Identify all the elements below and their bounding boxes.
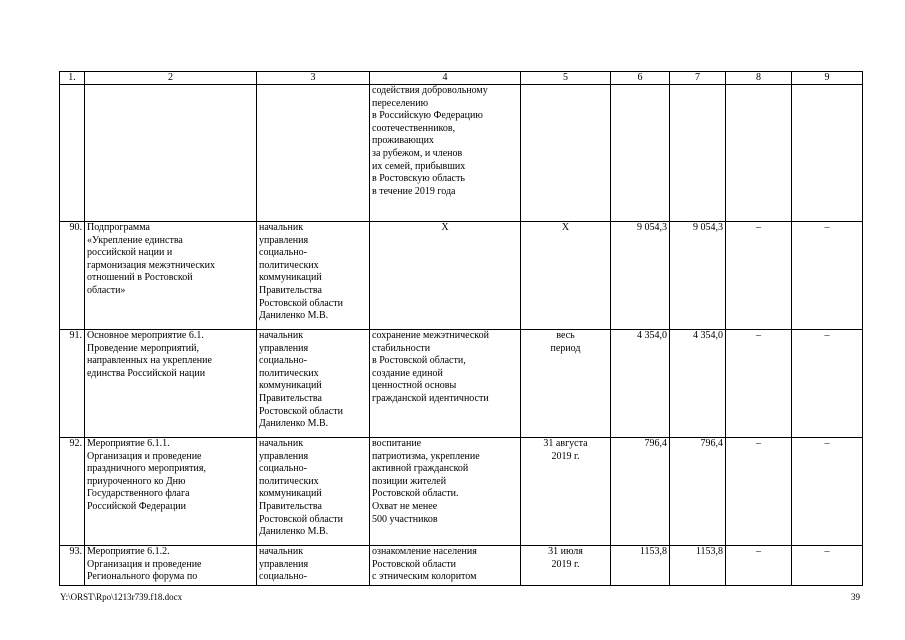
expected-result: воспитание патриотизма, укрепление активной гражданской позиции жителей Ростовской области. Охват не менее 500 участников [370,438,521,546]
value-col-7: 1153,8 [670,546,726,586]
term: весь период [521,330,611,438]
table-row [60,85,863,222]
value-col-8: – [726,438,792,546]
column-header-4: 4 [370,72,521,85]
column-header-6: 6 [611,72,670,85]
value-col-8: – [726,330,792,438]
page-number: 39 [851,592,860,602]
table-row [60,222,863,330]
value-col-6: 796,4 [611,438,670,546]
row-number: 93. [60,546,85,586]
table-row [60,546,863,586]
value-col-7 [670,85,726,222]
value-col-9 [792,85,863,222]
value-col-6 [611,85,670,222]
value-col-7: 4 354,0 [670,330,726,438]
executor: начальник управления социально- политических коммуникаций Правительства Ростовской области Даниленко М.В. [257,330,370,438]
expected-result: ознакомление населения Ростовской области с этническим колоритом [370,546,521,586]
value-col-6: 1153,8 [611,546,670,586]
column-header-5: 5 [521,72,611,85]
row-number: 90. [60,222,85,330]
executor: начальник управления социально- [257,546,370,586]
executor: начальник управления социально- политических коммуникаций Правительства Ростовской области Даниленко М.В. [257,222,370,330]
expected-result: сохранение межэтнической стабильности в Ростовской области, создание единой ценностной основы гражданской идентичности [370,330,521,438]
event-name: Мероприятие 6.1.2. Организация и проведение Регионального форума по [85,546,257,586]
row-number: 91. [60,330,85,438]
column-header-2: 2 [85,72,257,85]
expected-result: Х [370,222,521,330]
event-name: Мероприятие 6.1.1. Организация и проведение праздничного мероприятия, приуроченного ко Дню Государственного флага Российской Федерации [85,438,257,546]
value-col-6: 9 054,3 [611,222,670,330]
term: 31 августа 2019 г. [521,438,611,546]
executor [257,85,370,222]
event-name: Основное мероприятие 6.1. Проведение мероприятий, направленных на укрепление единства Российской нации [85,330,257,438]
row-number [60,85,85,222]
value-col-7: 796,4 [670,438,726,546]
expected-result: содействия добровольному переселению в Российскую Федерацию соотечественников, проживающих за рубежом, и членов их семей, прибывших в Ростовскую область в течение 2019 года [370,85,521,222]
executor: начальник управления социально- политических коммуникаций Правительства Ростовской области Даниленко М.В. [257,438,370,546]
column-header-1: 1. [60,72,85,85]
footer-file-path: Y:\ORST\Rpo\1213r739.f18.docx [60,592,183,602]
column-header-9: 9 [792,72,863,85]
value-col-9: – [792,330,863,438]
event-name [85,85,257,222]
table-row [60,330,863,438]
column-header-3: 3 [257,72,370,85]
row-number: 92. [60,438,85,546]
value-col-9: – [792,438,863,546]
document-table [59,71,863,586]
column-header-8: 8 [726,72,792,85]
event-name: Подпрограмма «Укрепление единства российской нации и гармонизация межэтнических отношений в Ростовской области» [85,222,257,330]
value-col-9: – [792,546,863,586]
table-header-row [60,72,863,85]
column-header-7: 7 [670,72,726,85]
term: Х [521,222,611,330]
value-col-9: – [792,222,863,330]
value-col-6: 4 354,0 [611,330,670,438]
value-col-8 [726,85,792,222]
value-col-8: – [726,546,792,586]
value-col-8: – [726,222,792,330]
term: 31 июля 2019 г. [521,546,611,586]
term [521,85,611,222]
value-col-7: 9 054,3 [670,222,726,330]
table-row [60,438,863,546]
